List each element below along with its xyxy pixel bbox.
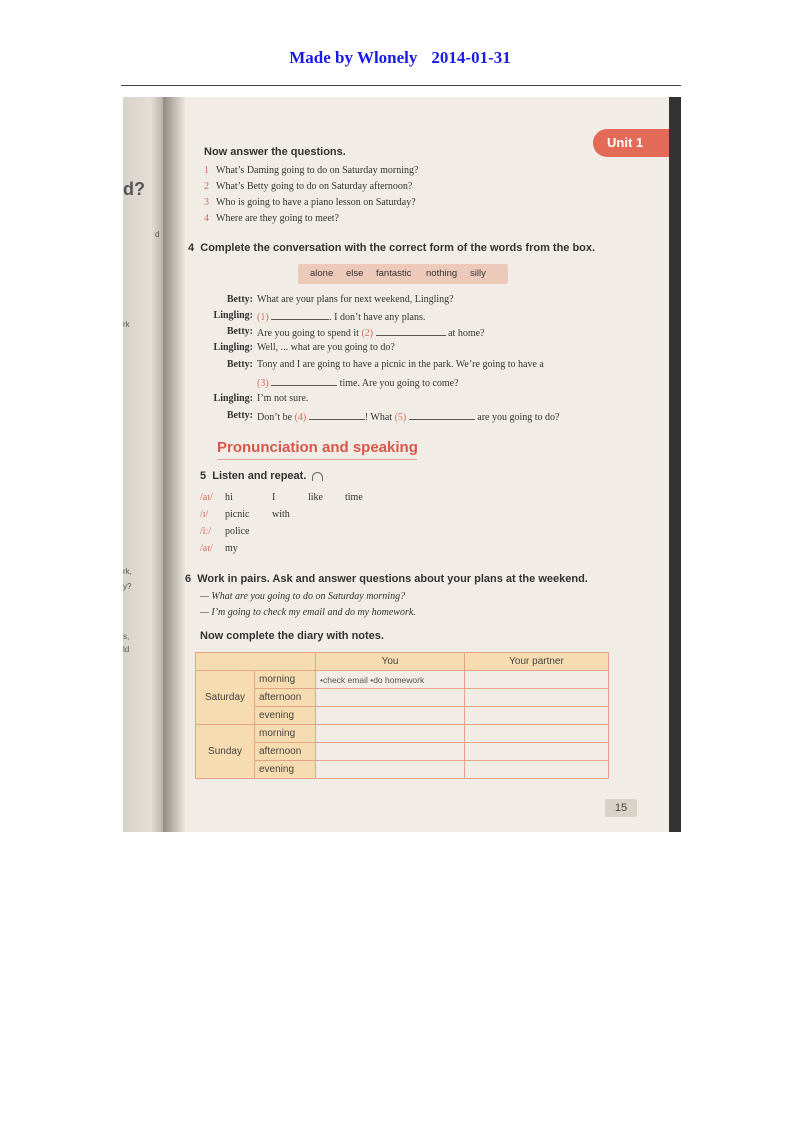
left-fragment: rk, [123,567,132,576]
answer-blank[interactable] [271,310,329,320]
left-fragment: y? [123,582,132,591]
word-box-item: nothing [426,268,458,279]
diary-row [196,761,609,779]
diary-cell-partner[interactable] [465,689,609,707]
example-line: — I’m going to check my email and do my homework. [200,607,416,618]
diary-table [195,652,609,779]
diary-part: evening [255,707,316,725]
scanned-page [123,97,681,832]
diary-col-you: You [316,653,465,671]
diary-header-row [196,653,609,671]
diary-cell-you[interactable] [316,689,465,707]
word-box [298,264,508,284]
section-title-underline [217,459,417,460]
diary-part: evening [255,761,316,779]
diary-part: afternoon [255,689,316,707]
diary-cell-partner[interactable] [465,761,609,779]
diary-cell-partner[interactable] [465,743,609,761]
diary-row [196,671,609,689]
answer-blank[interactable] [309,410,365,420]
headphones-icon[interactable] [312,472,323,481]
exercise-5-heading: 5 Listen and repeat. [200,470,323,482]
question-item: 4 Where are they going to meet? [204,213,339,224]
answer-blank[interactable] [271,376,337,386]
header-divider [121,85,681,86]
diary-col-partner: Your partner [465,653,609,671]
now-answer-heading: Now answer the questions. [204,146,346,158]
section-title: Pronunciation and speaking [217,439,418,456]
word-box-item: alone [310,268,334,279]
diary-row [196,743,609,761]
diary-row [196,689,609,707]
left-page-edge [123,97,163,832]
question-item: 2 What’s Betty going to do on Saturday afternoon? [204,181,413,192]
diary-header-blank [196,653,316,671]
diary-cell-you[interactable] [316,743,465,761]
word-box-item: else [346,268,364,279]
diary-cell-partner[interactable] [465,671,609,689]
exercise-6-heading: 6 Work in pairs. Ask and answer questions about your plans at the weekend. [185,573,588,585]
diary-part: afternoon [255,743,316,761]
page-number: 15 [605,799,637,817]
textbook-page: Unit 1 Now answer the questions. 1 What’s Daming going to do on Saturday morning? 2 What’s Betty going to do on Saturday afternoon? 3 Who is going to have a piano lesson on Saturday? 4 Where are they going to meet? 4 Complete the conversation with the correct form of the words from the box. alone else fantastic nothing silly Betty: What are your plans for next weekend, Lingling? Lingling: (1) . I don’t have any plans. Betty: Are you going to spend it (2) at home? Lingling: Well, ... what are you going to do? Betty: Tony and I are going to have a picnic in the park. We’re going to have a (3) time. Are you going to come? Lingling: I’m not sure. Betty: Don’t be (4) ! What (5) are you going to do? Pronunciation and speaking 5 Listen and repeat. /aɪ/ hi I like time /ɪ/ picnic with /iː/ police /aɪ/ my 6 Work in pairs. Ask and answer questions about your plans at the weekend. — What are you going to do on Saturday morning? — I’m going to check my email and do my homework. Now complete the diary with notes. You Your partner Saturday morning •check email •do homework afternoon evening Sunday morning afternoon evening 15 [185,97,669,832]
diary-part: morning [255,671,316,689]
diary-day: Saturday [196,671,255,725]
diary-row [196,707,609,725]
diary-heading: Now complete the diary with notes. [200,630,384,642]
diary-day: Sunday [196,725,255,779]
diary-cell-you[interactable] [316,761,465,779]
left-fragment: rk [123,320,130,329]
left-fragment: ld [123,645,130,654]
example-line: — What are you going to do on Saturday morning? [200,591,406,602]
diary-row [196,725,609,743]
left-fragment: d [155,230,160,239]
diary-cell-you[interactable] [316,707,465,725]
diary-cell-partner[interactable] [465,725,609,743]
diary-cell-partner[interactable] [465,707,609,725]
header-title: Made by Wlonely [289,48,418,67]
header-date: 2014-01-31 [431,48,511,67]
document-header [0,48,800,68]
book-gutter [163,97,185,832]
answer-blank[interactable] [376,326,446,336]
right-scan-edge [669,97,681,832]
unit-tab: Unit 1 [593,129,675,157]
left-fragment: d? [123,179,145,199]
question-item: 3 Who is going to have a piano lesson on Saturday? [204,197,416,208]
word-box-item: silly [470,268,486,279]
diary-cell-you[interactable]: •check email •do homework [316,671,465,689]
question-item: 1 What’s Daming going to do on Saturday morning? [204,165,419,176]
left-fragment: s, [123,632,130,641]
diary-cell-you[interactable] [316,725,465,743]
word-box-item: fantastic [376,268,412,279]
answer-blank[interactable] [409,410,475,420]
diary-part: morning [255,725,316,743]
exercise-4-heading: 4 Complete the conversation with the correct form of the words from the box. [188,242,596,254]
